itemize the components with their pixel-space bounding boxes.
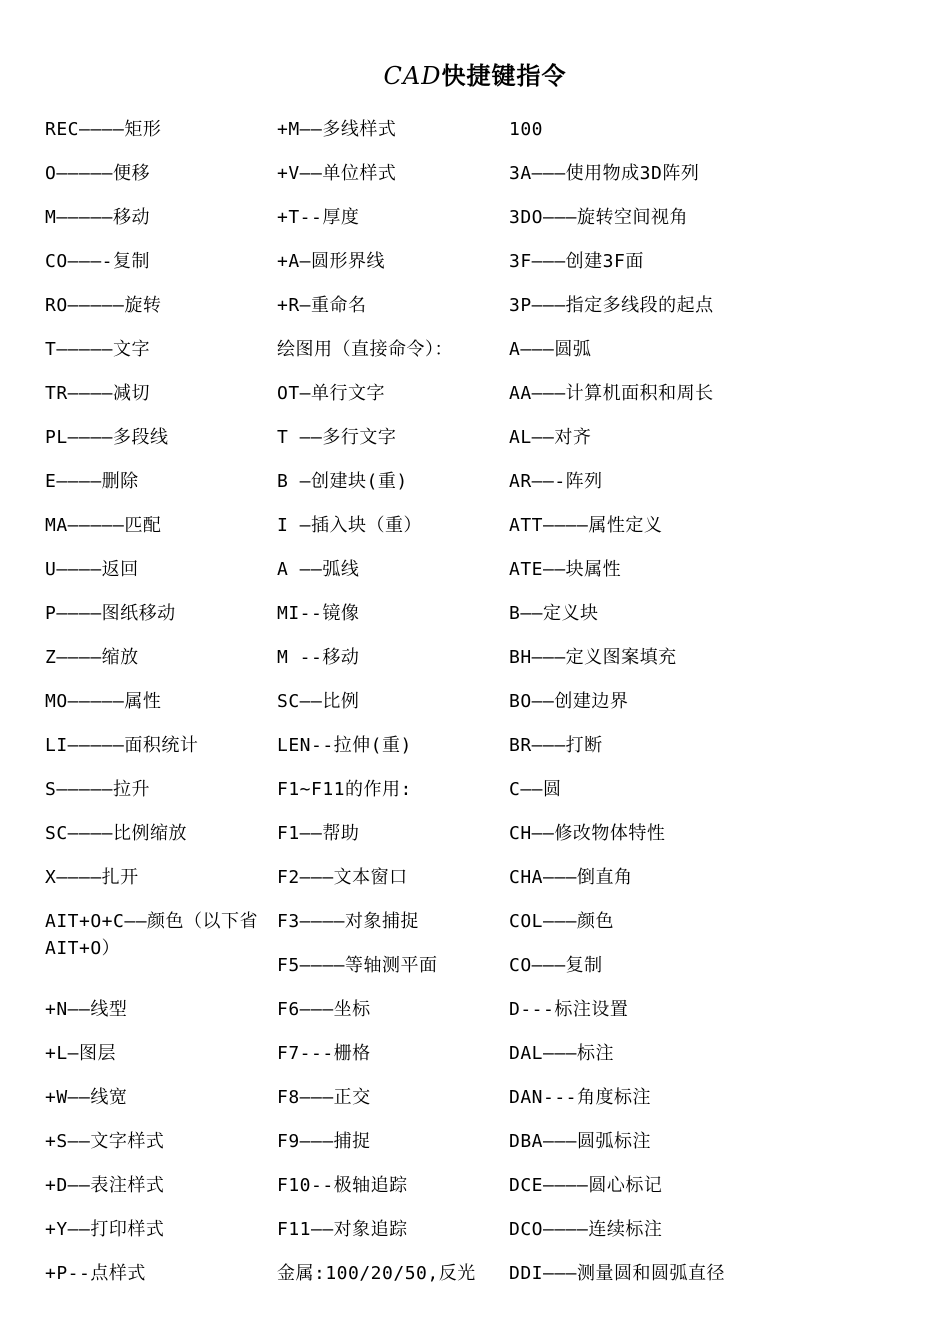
shortcut-entry: AR——-阵列 <box>509 471 603 492</box>
shortcut-entry: ATT————属性定义 <box>509 515 663 536</box>
shortcut-entry: A ——弧线 <box>277 559 360 580</box>
shortcut-entry: MA—————匹配 <box>45 515 162 536</box>
shortcut-column-1 <box>45 116 260 1304</box>
shortcut-entry: DAL———标注 <box>509 1043 615 1064</box>
shortcut-entry: BO——创建边界 <box>509 691 629 712</box>
shortcut-entry: BR———打断 <box>509 735 603 756</box>
shortcut-entry: 3F———创建3F面 <box>509 251 644 272</box>
shortcut-entry: S—————拉升 <box>45 779 151 800</box>
shortcut-entry: O—————便移 <box>45 163 151 184</box>
shortcut-entry: F3————对象捕捉 <box>277 911 420 932</box>
shortcut-entry: AA———计算机面积和周长 <box>509 383 714 404</box>
shortcut-entry: AL——对齐 <box>509 427 592 448</box>
shortcut-entry: +P--点样式 <box>45 1263 146 1284</box>
section-heading: 绘图用（直接命令）： <box>277 339 453 360</box>
shortcut-entry: +M——多线样式 <box>277 119 397 140</box>
shortcut-entry: CO———-复制 <box>45 251 151 272</box>
shortcut-entry: U————返回 <box>45 559 139 580</box>
shortcut-entry: F8———正交 <box>277 1087 371 1108</box>
shortcut-entry: +N——线型 <box>45 999 128 1020</box>
shortcut-entry: CHA———倒直角 <box>509 867 633 888</box>
shortcut-entry: +Y——打印样式 <box>45 1219 165 1240</box>
shortcut-entry: M—————移动 <box>45 207 151 228</box>
shortcut-entry: RO—————旋转 <box>45 295 162 316</box>
shortcut-entry: DCO————连续标注 <box>509 1219 663 1240</box>
shortcut-entry: B —创建块(重) <box>277 471 408 492</box>
shortcut-entry: E————删除 <box>45 471 139 492</box>
shortcut-entry: 3DO———旋转空间视角 <box>509 207 689 228</box>
shortcut-entry: ATE——块属性 <box>509 559 622 580</box>
shortcut-entry: P————图纸移动 <box>45 603 176 624</box>
shortcut-entry: +T--厚度 <box>277 207 360 228</box>
shortcut-entry: +S——文字样式 <box>45 1131 165 1152</box>
shortcut-entry: F2———文本窗口 <box>277 867 408 888</box>
shortcut-entry: T—————文字 <box>45 339 151 360</box>
shortcut-column-3 <box>509 116 769 1304</box>
shortcut-entry: F11——对象追踪 <box>277 1219 408 1240</box>
shortcut-entry: SC——比例 <box>277 691 360 712</box>
shortcut-entry: A———圆弧 <box>509 339 592 360</box>
shortcut-entry: F5————等轴测平面 <box>277 955 438 976</box>
shortcut-entry: +V——单位样式 <box>277 163 397 184</box>
shortcut-entry: F1——帮助 <box>277 823 360 844</box>
shortcut-entry: C——圆 <box>509 779 562 800</box>
shortcut-entry: DCE————圆心标记 <box>509 1175 663 1196</box>
shortcut-entry: I —插入块（重） <box>277 515 423 536</box>
shortcut-entry: AIT+O+C——颜色（以下省AIT+O） <box>45 911 259 959</box>
shortcut-entry: 3P———指定多线段的起点 <box>509 295 714 316</box>
shortcut-entry: +D——表注样式 <box>45 1175 165 1196</box>
shortcut-entry: +R—重命名 <box>277 295 367 316</box>
shortcut-entry: D---标注设置 <box>509 999 629 1020</box>
shortcut-entry: X————扎开 <box>45 867 139 888</box>
shortcut-entry: LI—————面积统计 <box>45 735 199 756</box>
shortcut-entry: DBA———圆弧标注 <box>509 1131 652 1152</box>
shortcut-entry: LEN--拉伸(重) <box>277 735 412 756</box>
page-title-cjk: 快捷键指令 <box>441 62 567 90</box>
page-title <box>0 56 950 91</box>
shortcut-entry: Z————缩放 <box>45 647 139 668</box>
shortcut-entry: F9———捕捉 <box>277 1131 371 1152</box>
shortcut-entry: DDI———测量圆和圆弧直径 <box>509 1263 726 1284</box>
shortcut-entry: OT—单行文字 <box>277 383 386 404</box>
shortcut-entry: +L—图层 <box>45 1043 117 1064</box>
shortcut-entry: +W——线宽 <box>45 1087 128 1108</box>
shortcut-entry: PL————多段线 <box>45 427 169 448</box>
shortcut-entry: 100 <box>509 119 544 140</box>
shortcut-entry: COL———颜色 <box>509 911 615 932</box>
shortcut-entry: SC————比例缩放 <box>45 823 188 844</box>
shortcut-entry: 3A———使用物成3D阵列 <box>509 163 700 184</box>
shortcut-entry: B——定义块 <box>509 603 599 624</box>
shortcut-entry: MO—————属性 <box>45 691 162 712</box>
shortcut-entry: CO———复制 <box>509 955 603 976</box>
shortcut-entry: REC————矩形 <box>45 119 162 140</box>
shortcut-entry: M --移动 <box>277 647 360 668</box>
shortcut-entry: T ——多行文字 <box>277 427 397 448</box>
shortcut-entry: CH——修改物体特性 <box>509 823 666 844</box>
shortcut-entry: +A—圆形界线 <box>277 251 386 272</box>
shortcut-entry: F6———坐标 <box>277 999 371 1020</box>
shortcut-entry: MI--镜像 <box>277 603 360 624</box>
shortcut-entry: DAN---角度标注 <box>509 1087 652 1108</box>
shortcut-column-2 <box>277 116 492 1304</box>
shortcut-entry: 金属:100/20/50,反光 <box>277 1263 476 1284</box>
shortcut-entry: F7---栅格 <box>277 1043 371 1064</box>
page-title-latin: CAD <box>383 62 442 90</box>
shortcut-entry: TR————减切 <box>45 383 151 404</box>
section-heading: F1~F11的作用: <box>277 779 412 800</box>
shortcut-entry: BH———定义图案填充 <box>509 647 677 668</box>
shortcut-entry: F10--极轴追踪 <box>277 1175 408 1196</box>
